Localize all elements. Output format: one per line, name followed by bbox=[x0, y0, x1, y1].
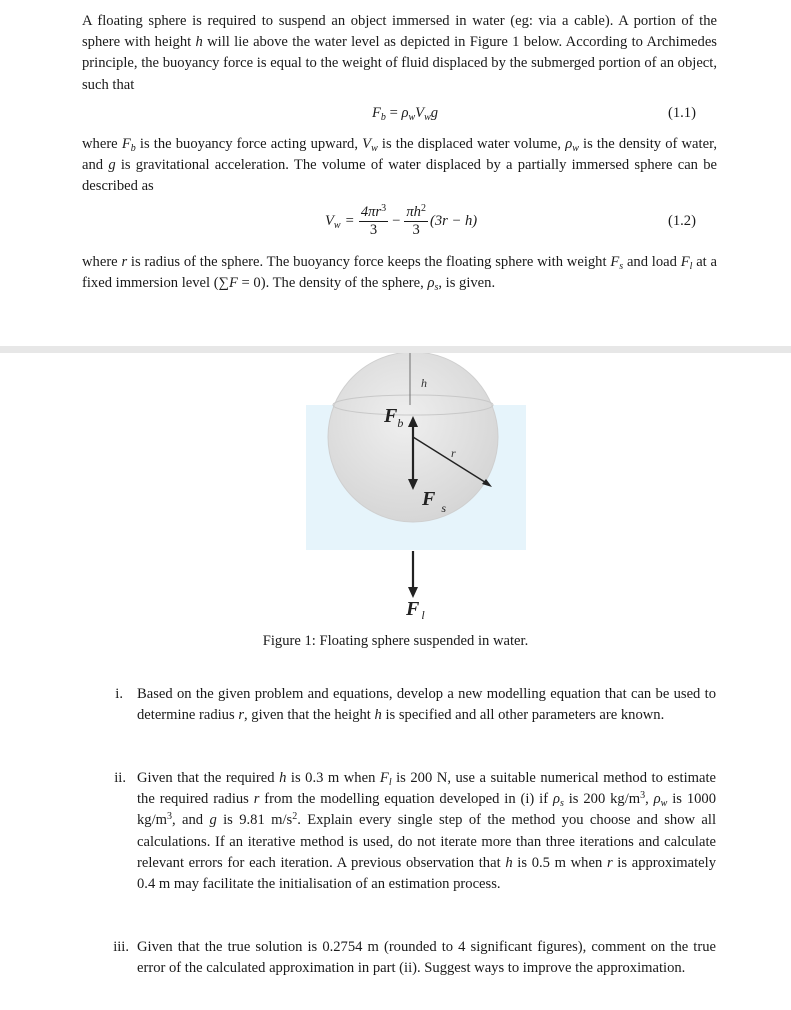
equation-1-1: $F_b = \rho_wV_wg$ bbox=[372, 105, 439, 123]
question-marker-iii: iii. bbox=[113, 939, 129, 955]
exponent: 3 bbox=[381, 203, 387, 214]
var-h: h bbox=[195, 34, 203, 51]
intro-text: A floating sphere is required to suspend an object immersed in water (eg: via a cable). A portion of the sphere with height bbox=[82, 13, 717, 51]
var: F bbox=[680, 254, 690, 270]
numerator: πh bbox=[406, 204, 421, 220]
var: ρ bbox=[427, 275, 435, 292]
label-fs: F $_s$ bbox=[422, 488, 447, 515]
intro-paragraph bbox=[82, 11, 717, 96]
label-h: h bbox=[421, 376, 427, 390]
eq-var: V bbox=[325, 213, 334, 229]
text: is approximately 0.4 m may facilitate the initialisation of an estimation process. bbox=[137, 854, 717, 893]
floating-sphere-figure bbox=[0, 353, 791, 633]
exponent: 3 bbox=[167, 811, 172, 823]
text: is the density of water, and bbox=[82, 136, 717, 174]
sub: s bbox=[619, 261, 624, 272]
eq-tail: (3r − h) bbox=[429, 213, 478, 229]
question-iii: Given that the true solution is 0.2754 m (rounded to 4 significant figures), comment on the true error of the calculated approximation in part (ii). Suggest ways to improve the approximation. bbox=[137, 939, 716, 977]
var: h bbox=[505, 854, 513, 871]
sub: s bbox=[559, 798, 564, 810]
text: is 9.81 m/s bbox=[216, 812, 293, 829]
text: Given that the required bbox=[137, 770, 280, 786]
text: is radius of the sphere. The buoyancy force keeps the floating sphere with weight bbox=[127, 254, 611, 270]
text: where bbox=[82, 254, 122, 270]
fraction-sphere-volume bbox=[359, 204, 388, 239]
equation-number-1-2: (1.2) bbox=[668, 213, 696, 229]
text: , is given. bbox=[438, 275, 496, 292]
question-i bbox=[137, 684, 716, 726]
text: is the displaced water volume, bbox=[377, 136, 566, 152]
var: h bbox=[279, 770, 287, 786]
var: ρ bbox=[565, 136, 573, 152]
var: g bbox=[209, 812, 217, 829]
eq-sub: w bbox=[333, 220, 341, 231]
var: r bbox=[121, 254, 128, 270]
var: F bbox=[610, 254, 620, 270]
label-fb: $F_b$ bbox=[384, 405, 404, 430]
text: , given that the height bbox=[244, 707, 375, 724]
eq-sub: b bbox=[380, 112, 386, 123]
sub: w bbox=[572, 143, 579, 154]
text: is 0.5 m when bbox=[512, 854, 607, 871]
text: is the buoyancy force acting upward, bbox=[135, 136, 363, 152]
load-arrowhead bbox=[408, 587, 418, 598]
var: F bbox=[228, 275, 238, 292]
var: h bbox=[374, 707, 382, 724]
sub: w bbox=[371, 143, 378, 154]
text: is 200 kg/m bbox=[563, 791, 641, 808]
eq-var: F bbox=[372, 105, 381, 121]
var: r bbox=[606, 854, 613, 871]
label-fl: F $_l$ bbox=[406, 598, 425, 622]
eq-var: V bbox=[415, 105, 425, 121]
text: , bbox=[645, 791, 654, 808]
question-marker-i: i. bbox=[115, 686, 123, 702]
question-ii bbox=[137, 768, 716, 895]
text: Based on the given problem and equations, develop a new modelling equation that can be used to determine radius bbox=[137, 686, 716, 724]
denominator: 3 bbox=[412, 222, 420, 238]
sub: l bbox=[689, 261, 693, 272]
sub: s bbox=[434, 282, 439, 294]
text: . Explain every single step of the method you choose and show all calculations. If an iterative method is used, do not iterate more than three iterations and calculate relevant errors for each iteration. A previous observation that bbox=[137, 812, 716, 871]
text: is 1000 kg/m bbox=[137, 791, 717, 829]
numerator: 4πr bbox=[360, 204, 382, 220]
figure-caption: Figure 1: Floating sphere suspended in water. bbox=[262, 633, 529, 649]
sub: b bbox=[130, 143, 136, 154]
text: is specified and all other parameters are known. bbox=[381, 707, 665, 724]
sub: l bbox=[388, 777, 392, 788]
question-marker-ii: ii. bbox=[114, 770, 126, 786]
text: is 0.3 m when bbox=[286, 770, 380, 786]
exponent: 2 bbox=[292, 811, 298, 823]
text: and load bbox=[623, 254, 681, 270]
equation-1-2: $V_w$ = $\frac{4\pi r^3}{3}$ − $\frac{\pi h^2}{3}$ (3r − h) bbox=[325, 203, 478, 238]
var: V bbox=[362, 136, 372, 152]
text: is 200 N, use a suitable numerical method to estimate the required radius bbox=[137, 770, 717, 808]
sub: w bbox=[660, 798, 668, 810]
eq-var: ρ bbox=[401, 105, 409, 121]
eq-sub: w bbox=[424, 112, 431, 123]
definitions-paragraph bbox=[82, 134, 717, 198]
text: from the modelling equation developed in (i) if bbox=[259, 791, 553, 808]
text: , and bbox=[172, 812, 210, 829]
text: at a fixed immersion level (∑ bbox=[82, 254, 717, 292]
var: g bbox=[108, 157, 116, 174]
intro-text: will lie above the water level as depicted in Figure 1 below. According to Archimedes principle, the buoyancy force is equal to the weight of fluid displaced by the submerged portion of an object, such that bbox=[82, 34, 717, 93]
fraction-cap bbox=[404, 204, 428, 239]
var: ρ bbox=[653, 791, 661, 808]
denominator: 3 bbox=[369, 222, 378, 238]
var: r bbox=[253, 791, 260, 808]
var: r bbox=[238, 707, 244, 724]
var: F bbox=[121, 136, 131, 152]
equation-number-1-1: (1.1) bbox=[668, 105, 696, 121]
exponent: 2 bbox=[420, 203, 426, 214]
label-r: r bbox=[451, 446, 456, 460]
text: where bbox=[82, 136, 122, 152]
var: F bbox=[379, 770, 389, 786]
var: ρ bbox=[552, 791, 560, 808]
text: is gravitational acceleration. The volume of water displaced by a partially immersed sphere can be described as bbox=[82, 157, 717, 195]
exponent: 3 bbox=[640, 790, 646, 802]
eq-sub: w bbox=[408, 112, 416, 123]
sphere-paragraph bbox=[82, 252, 717, 294]
eq-var: g bbox=[430, 105, 439, 121]
figure-separator bbox=[0, 346, 791, 353]
text: = 0). The density of the sphere, bbox=[237, 275, 428, 292]
